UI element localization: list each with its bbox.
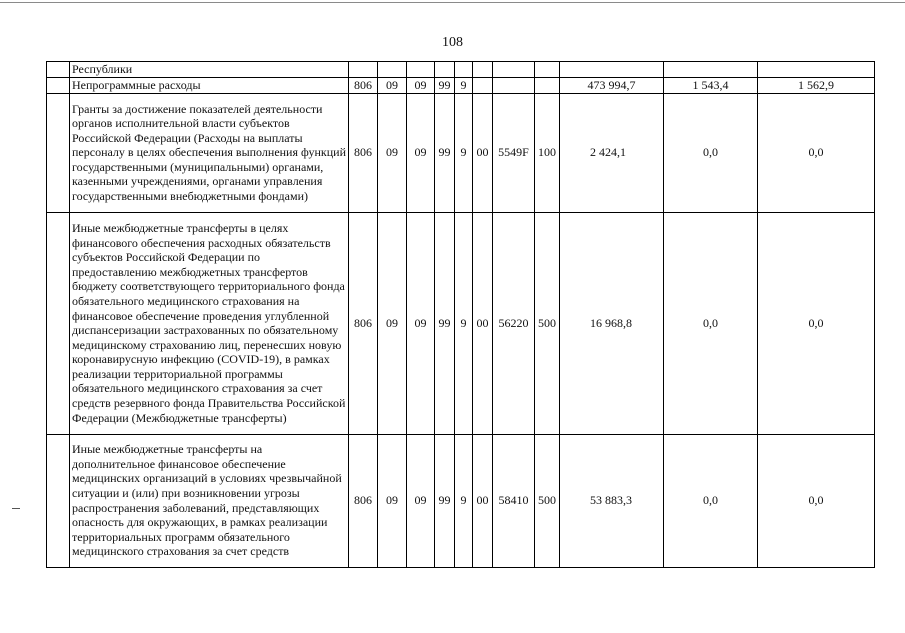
table-row (47, 77, 875, 93)
row-name: Иные межбюджетные трансферты в целях финансового обеспечения расходных обязательств субъектов Российской Федерации по предоставлению межбюджетных трансфертов бюджету соответствующего территориального фонда обязательного медицинского страхования на финансовое обеспечение проведения углубленной диспансеризации застрахованных по обязательному медицинскому страхованию лиц, перенесших новую коронавирусную инфекцию (COVID-19), в рамках реализации территориальной программы обязательного медицинского страхования за счет средств резервного фонда Правительства Российской Федерации (Межбюджетные трансферты) (70, 212, 349, 434)
cell-rz: 09 (378, 77, 407, 93)
cell-program-1: 99 (435, 77, 455, 93)
row-index-cell (47, 77, 70, 93)
cell-sum-2: 0,0 (664, 434, 758, 567)
cell-program-3: 00 (473, 212, 493, 434)
cell-code: 56220 (493, 212, 535, 434)
row-name: Республики (70, 62, 349, 78)
cell-program-1 (435, 62, 455, 78)
cell-sum-1: 53 883,3 (560, 434, 664, 567)
row-name: Непрограммные расходы (70, 77, 349, 93)
cell-code: 58410 (493, 434, 535, 567)
row-index-cell (47, 93, 70, 212)
cell-code (493, 77, 535, 93)
cell-program-3 (473, 62, 493, 78)
cell-program-1: 99 (435, 434, 455, 567)
cell-sum-1: 2 424,1 (560, 93, 664, 212)
cell-rz: 09 (378, 212, 407, 434)
row-index-cell (47, 434, 70, 567)
cell-rz: 09 (378, 93, 407, 212)
cell-sum-2: 0,0 (664, 212, 758, 434)
cell-code: 5549F (493, 93, 535, 212)
cell-sum-1: 16 968,8 (560, 212, 664, 434)
cell-ved: 806 (349, 77, 378, 93)
table-row (47, 434, 875, 567)
cell-program-3: 00 (473, 434, 493, 567)
cell-pr: 09 (407, 93, 435, 212)
cell-sum-1: 473 994,7 (560, 77, 664, 93)
budget-table (46, 61, 875, 568)
cell-program-3: 00 (473, 93, 493, 212)
cell-ved (349, 62, 378, 78)
cell-program-1: 99 (435, 212, 455, 434)
cell-pr (407, 62, 435, 78)
cell-sum-3: 0,0 (758, 93, 875, 212)
cell-code (493, 62, 535, 78)
cell-program-2: 9 (455, 434, 473, 567)
cell-sum-3 (758, 62, 875, 78)
page-number: 108 (442, 35, 463, 50)
cell-sum-2: 0,0 (664, 93, 758, 212)
cell-sum-2: 1 543,4 (664, 77, 758, 93)
cell-sum-3: 0,0 (758, 434, 875, 567)
cell-pr: 09 (407, 77, 435, 93)
cell-rz: 09 (378, 434, 407, 567)
cell-sum-2 (664, 62, 758, 78)
row-index-cell (47, 212, 70, 434)
cell-ved: 806 (349, 93, 378, 212)
cell-program-2 (455, 62, 473, 78)
cell-ved: 806 (349, 434, 378, 567)
cell-program-2: 9 (455, 77, 473, 93)
scan-top-edge (0, 2, 905, 3)
cell-vr: 100 (535, 93, 560, 212)
cell-vr: 500 (535, 434, 560, 567)
cell-vr: 500 (535, 212, 560, 434)
cell-program-3 (473, 77, 493, 93)
cell-program-2: 9 (455, 212, 473, 434)
table-row (47, 62, 875, 78)
cell-program-2: 9 (455, 93, 473, 212)
row-name: Иные межбюджетные трансферты на дополнительное финансовое обеспечение медицинских организаций в условиях чрезвычайной ситуации и (или) при возникновении угрозы распространения заболеваний, представляющих опасность для окружающих, в рамках реализации территориальных программ обязательного медицинского страхования за счет средств (70, 434, 349, 567)
cell-sum-3: 0,0 (758, 212, 875, 434)
cell-sum-1 (560, 62, 664, 78)
cell-pr: 09 (407, 434, 435, 567)
row-index-cell (47, 62, 70, 78)
table-row (47, 212, 875, 434)
cell-rz (378, 62, 407, 78)
margin-mark (12, 508, 20, 509)
table-row (47, 93, 875, 212)
row-name: Гранты за достижение показателей деятельности органов исполнительной власти субъектов Российской Федерации (Расходы на выплаты персоналу в целях обеспечения выполнения функций государственными (муниципальными) органами, казенными учреждениями, органами управления государственными внебюджетными фондами) (70, 93, 349, 212)
cell-pr: 09 (407, 212, 435, 434)
cell-program-1: 99 (435, 93, 455, 212)
cell-vr (535, 77, 560, 93)
cell-sum-3: 1 562,9 (758, 77, 875, 93)
cell-vr (535, 62, 560, 78)
cell-ved: 806 (349, 212, 378, 434)
